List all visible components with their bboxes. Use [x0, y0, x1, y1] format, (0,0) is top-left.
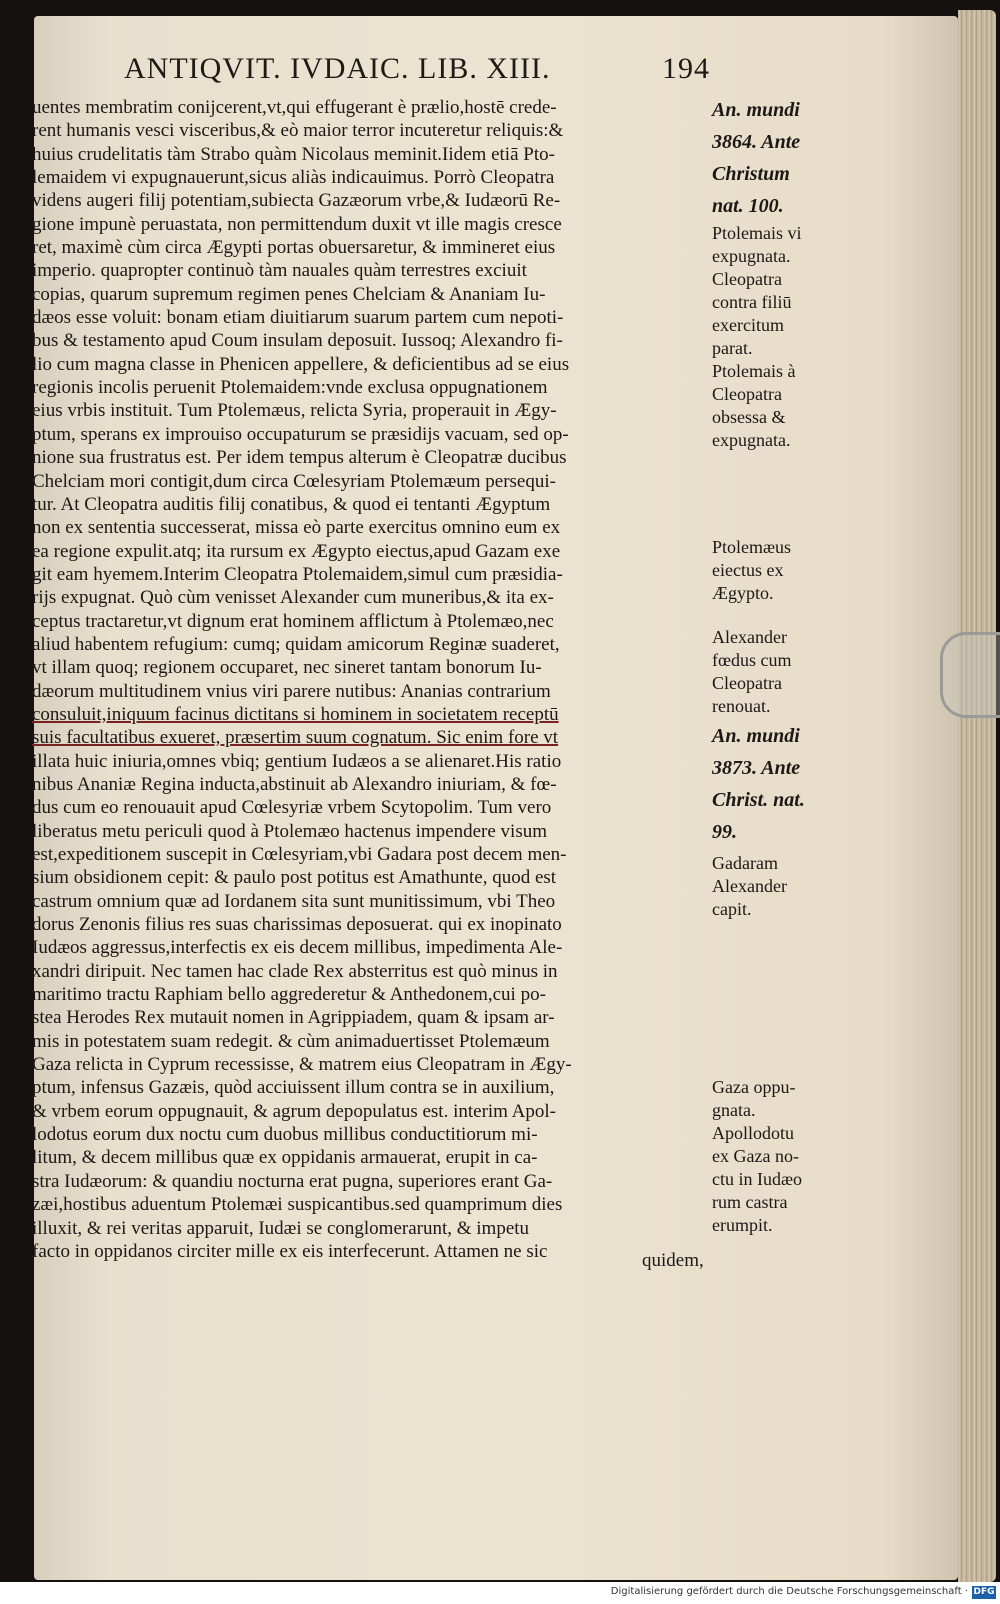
dfg-logo: DFG: [973, 1587, 995, 1597]
text-line: Iudæos aggressus,interfectis ex eis decem millibus, impedimenta Ale-: [32, 937, 563, 959]
text-line: tur. At Cleopatra auditis filij conatibus, & quod ei tentanti Ægyptum: [32, 493, 551, 515]
text-line: suis facultatibus exueret, præsertim suum cognatum. Sic enim fore vt: [32, 727, 559, 749]
text-line: mis in potestatem suam redegit. & cùm animaduertisset Ptolemæum: [32, 1030, 550, 1052]
text-line: liberatus metu periculi quod à Ptolemæo hactenus impendere visum: [32, 820, 547, 842]
margin-note-line: ex Gaza no-: [712, 1146, 799, 1166]
text-line: illuxit, & rei veritas apparuit, Iudæi se conglomerarunt, & impetu: [32, 1217, 530, 1239]
margin-note-line: erumpit.: [712, 1215, 773, 1235]
margin-note-line: Alexander: [712, 876, 787, 896]
text-line: git eam hyemem.Interim Cleopatra Ptolemaidem,simul cum præsidia-: [32, 563, 563, 585]
margin-note-line: contra filiū: [712, 292, 792, 312]
margin-note-line: expugnata.: [712, 246, 791, 266]
text-line: huius crudelitatis tàm Strabo quàm Nicolaus meminit.Iidem etiā Pto-: [32, 143, 555, 165]
margin-note-gaza: [712, 1076, 832, 1237]
margin-note-line: Cleopatra: [712, 384, 782, 404]
text-line: eius vrbis instituit. Tum Ptolemæus, relicta Syria, properauit in Ægy-: [32, 400, 557, 422]
text-line: stra Iudæorum: & quandiu nocturna erat pugna, superiores erant Ga-: [32, 1170, 553, 1192]
text-line: dæorum multitudinem vnius viri parere nutibus: Ananias contrarium: [32, 680, 551, 702]
text-line: illata huic iniuria,omnes vbiq; gentium Iudæos a se alienaret.His ratio: [32, 750, 562, 772]
margin-date-note-1: [712, 94, 832, 222]
margin-note-line: gnata.: [712, 1100, 756, 1120]
text-line: dus cum eo renouauit apud Cœlesyriæ vrbem Scytopolim. Tum vero: [32, 797, 552, 819]
margin-note-gadara: [712, 852, 832, 921]
text-line: nione sua frustratus est. Per idem tempus alterum è Cleopatræ ducibus: [32, 447, 567, 469]
margin-note-line: Ptolemæus: [712, 537, 792, 557]
text-line: lio cum magna classe in Phenicen appellere, & deficientibus ad se eius: [32, 353, 570, 375]
text-line: sium obsidionem cepit: & paulo post potitus est Amathunte, quod est: [32, 867, 557, 889]
text-line: facto in oppidanos circiter mille ex eis interfecerunt. Attamen ne sic: [32, 1240, 548, 1262]
text-line: uentes membratim conijcerent,vt,qui effugerant è prælio,hostē crede-: [32, 97, 557, 118]
text-line: gione impunè peruastata, non permittendum duxit vt ille magis cresce: [32, 213, 562, 235]
margin-note-ptolemaeus: [712, 536, 832, 605]
margin-note-line: Christ. nat.: [712, 789, 805, 811]
main-text-block: [32, 96, 710, 1263]
text-line: & vrbem eorum oppugnauit, & agrum depopulatus est. interim Apol-: [32, 1100, 556, 1122]
margin-note-line: Gaza oppu-: [712, 1077, 796, 1097]
catchword: quidem,: [642, 1250, 704, 1271]
margin-note-line: obsessa &: [712, 407, 786, 427]
text-line: dorus Zenonis filius res suas charissimas deposuerat. qui ex inopinato: [32, 914, 562, 936]
text-line: ea regione expulit.atq; ita rursum ex Ægypto eiectus,apud Gazam exe: [32, 540, 561, 562]
text-line: lodotus eorum dux noctu cum duobus millibus conductitiorum mi-: [32, 1124, 538, 1146]
text-line: non ex sententia successerat, missa eò parte exercitus omnino eum ex: [32, 517, 561, 539]
folio-number: 194: [662, 52, 710, 85]
margin-note-line: Gadaram: [712, 853, 778, 873]
text-line: bus & testamento apud Coum insulam deposuit. Iussoq; Alexandro fi-: [32, 330, 563, 352]
margin-note-line: ctu in Iudæo: [712, 1169, 802, 1189]
text-line: regionis incolis peruenit Ptolemaidem:vnde exclusa oppugnationem: [32, 377, 548, 399]
margin-note-line: Ptolemais vi: [712, 223, 802, 243]
margin-note-line: 99.: [712, 821, 737, 843]
margin-note-line: exercitum: [712, 315, 784, 335]
margin-note-line: parat.: [712, 338, 753, 358]
margin-note-line: capit.: [712, 899, 752, 919]
text-line: stea Herodes Rex mutauit nomen in Agrippiadem, quam & ipsam ar-: [32, 1007, 555, 1029]
margin-note-line: expugnata.: [712, 430, 791, 450]
margin-note-line: 3864. Ante: [712, 131, 801, 153]
text-line: Gaza relicta in Cyprum recessisse, & matrem eius Cleopatram in Ægy-: [32, 1054, 572, 1076]
margin-note-line: An. mundi: [712, 725, 800, 747]
page-edges: [958, 10, 996, 1582]
margin-note-ptolemais: [712, 222, 832, 452]
margin-note-line: Alexander: [712, 627, 787, 647]
text-line: castrum omnium quæ ad Iordanem sita sunt munitissimum, vbi Theo: [32, 890, 556, 912]
text-line: videns augeri filij potentiam,subiecta Gazæorum vrbe,& Iudæorū Re-: [32, 190, 561, 212]
text-line: vt illam quoq; regionem occuparet, nec sineret tantam bonorum Iu-: [32, 657, 542, 679]
text-line: litum, & decem millibus quæ ex oppidanis armauerat, erupit in ca-: [32, 1147, 538, 1169]
text-line: aliud habentem refugium: cumq; quidam amicorum Reginæ suaderet,: [32, 633, 560, 655]
text-line: ptum, sperans ex improuiso occupaturum se præsidijs vacuam, sed op-: [32, 423, 569, 445]
page-clip: [940, 632, 1000, 718]
text-line: imperio. quapropter continuò tàm nauales quàm terrestres exciuit: [32, 260, 527, 282]
margin-note-alexander-foedus: [712, 626, 832, 718]
margin-note-line: eiectus ex: [712, 560, 784, 580]
margin-note-line: fœdus cum: [712, 650, 792, 670]
text-line: nibus Ananiæ Regina inducta,abstinuit ab Alexandro iniuriam, & fœ-: [32, 773, 557, 795]
margin-note-line: Ægypto.: [712, 583, 774, 603]
text-line: ptum, infensus Gazæis, quòd acciuissent illum contra se in auxilium,: [32, 1077, 555, 1099]
margin-note-line: renouat.: [712, 696, 771, 716]
footer-bar: [0, 1582, 1000, 1604]
margin-note-line: An. mundi: [712, 99, 800, 121]
text-line: maritimo tractu Raphiam bello aggrederetur & Anthedonem,cui po-: [32, 984, 546, 1006]
text-line: copias, quarum supremum regimen penes Chelciam & Ananiam Iu-: [32, 283, 546, 305]
margin-note-line: nat. 100.: [712, 195, 784, 217]
funding-credit: Digitalisierung gefördert durch die Deutsche Forschungsgemeinschaft ·: [610, 1586, 968, 1597]
margin-note-line: 3873. Ante: [712, 757, 801, 779]
page-header: [118, 52, 738, 92]
margin-note-line: Ptolemais à: [712, 361, 796, 381]
margin-date-note-2: [712, 720, 832, 848]
running-title: ANTIQVIT. IVDAIC. LIB. XIII.: [124, 52, 551, 85]
margin-note-line: Christum: [712, 163, 790, 185]
margin-note-line: Cleopatra: [712, 673, 782, 693]
text-line: rent humanis vesci visceribus,& eò maior terror incuteretur reliquis:&: [32, 120, 564, 142]
text-line: lemaidem vi expugnauerunt,sicus aliàs indicauimus. Porrò Cleopatra: [32, 167, 555, 189]
text-line: Chelciam mori contigit,dum circa Cœlesyriam Ptolemæum persequi-: [32, 470, 556, 492]
margin-note-line: Apollodotu: [712, 1123, 795, 1143]
text-line: dæos esse voluit: bonam etiam diuitiarum suarum partem cum nepoti-: [32, 307, 564, 329]
text-line: consuluit,iniquum facinus dictitans si hominem in societatem receptū: [32, 703, 559, 725]
text-line: zæi,hostibus aduentum Ptolemæi suspicantibus.sed quamprimum dies: [32, 1194, 563, 1216]
margin-note-line: rum castra: [712, 1192, 788, 1212]
text-line: ceptus tractaretur,vt dignum erat hominem afflictum à Ptolemæo,nec: [32, 610, 554, 632]
margin-note-line: Cleopatra: [712, 269, 782, 289]
text-line: rijs expugnat. Quò cùm venisset Alexander cum muneribus,& ita ex-: [32, 587, 554, 609]
text-line: ret, maximè cùm circa Ægypti portas obuersaretur, & immineret eius: [32, 237, 556, 259]
text-line: est,expeditionem suscepit in Cœlesyriam,vbi Gadara post decem men-: [32, 844, 567, 865]
text-line: xandri diripuit. Nec tamen hac clade Rex absterritus est quò minus in: [32, 960, 558, 982]
